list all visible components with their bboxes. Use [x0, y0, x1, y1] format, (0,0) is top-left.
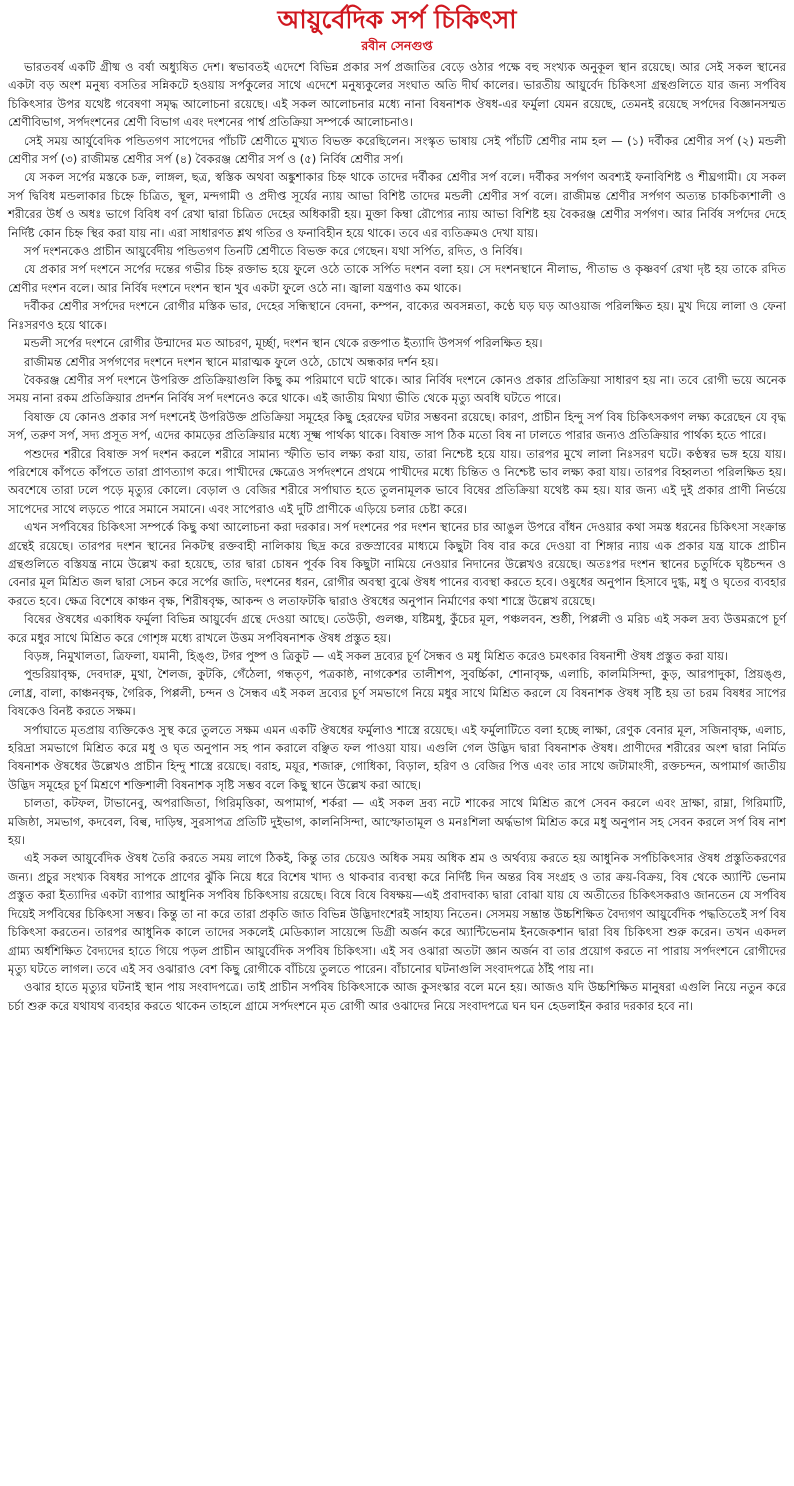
paragraph-reaction-variation: বিষাক্ত যে কোনও প্রকার সর্প দংশনেই উপরিউক্ত প্রতিক্রিয়া সমূহের কিছু হেরফের ঘটার সম্ভবনা রয়েছে। কারণ, প্রাচীন হিন্দু সর্প বিষ চিকিৎসকগণ লক্ষ্য করেছেন যে বৃদ্ধ সর্প, তরুণ সর্প, সদ্য প্রসূত সর্প, এদের কামড়ের প্রতিক্রিয়ার মধ্যে সূক্ষ্ম পার্থক্য থাকে। বিষাক্ত সাপ ঠিক মতো বিষ না ঢালতে পারার জন্যও প্রতিক্রিয়ার পার্থক্য হতে পারে।	[8, 409, 786, 443]
paragraph-mandali-symptoms: মন্ডলী সর্পের দংশনে রোগীর উন্মাদের মত আচরণ, মূর্চ্ছা, দংশন স্থান থেকে রক্তপাত ইত্যাদি উপসর্গ পরিলক্ষিত হয়।	[24, 336, 543, 351]
paragraph-formula-4: চালতা, কটফল, টাভানেবু, অপরাজিতা, গিরিমৃত্তিকা, অপামার্গ, শর্করা — এই সকল দ্রব্য নটে শাকের সাথে মিশ্রিত রূপে সেবন করলে এবং দ্রাক্ষা, রাম্না, গিরিমাটি, মজিষ্ঠা, সমভাগ, কদবেল, বিল্ব, দাড়িম্ব, সুরসাপত্র প্রতিটি দুইভাগ, কালনিসিন্দা, আস্ফোতামূল ও মনঃশিলা অর্দ্ধভাগ মিশ্রিত করে মধু অনুপান সহ সেবন করলে সর্প বিষ নাশ হয়।	[8, 796, 786, 848]
paragraph-bite-signs: যে প্রকার সর্প দংশনে সর্পের দন্তের গভীর চিহ্ন রক্তাভ হয়ে ফুলে ওঠে তাকে সর্পিত দংশন বলা হয়। সে দংশনস্থানে নীলাভ, পীতাভ ও কৃষ্ণবর্ণ রেখা দৃষ্ট হয় তাকে রদিত শ্রেণীর দংশন বলে। আর নির্বিষ দংশনে দংশন স্থান খুব একটা ফুলে ওঠে না। জ্বালা যন্ত্রণাও কম থাকে।	[8, 262, 786, 295]
paragraph-bite-types: সর্প দংশনকেও প্রাচীন আয়ুর্বেদীয় পন্ডিতগণ তিনটি শ্রেণীতে বিভক্ত করে গেছেন। যথা সর্পিত, রদিত, ও নির্বিষ।	[24, 244, 523, 259]
paragraph-conclusion: ওঝার হাতে মৃত্যুর ঘটনাই স্থান পায় সংবাদপত্রে। তাই প্রাচীন সর্পবিষ চিকিৎসাকে আজ কুসংস্কার বলে মনে হয়। আজও যদি উচ্চশিক্ষিত মানুষরা এগুলি নিয়ে নতুন করে চর্চা শুরু করে যথাযথ ব্যবহার করতে থাকেন তাহলে গ্রামে সর্পদংশনে মৃত রোগী আর ওঝাদের নিয়ে সংবাদপত্রে ঘন ঘন হেডলাইন করার দরকার হবে না।	[8, 980, 786, 1013]
paragraph-revival-formula: সর্পাঘাতে মৃতপ্রায় ব্যক্তিকেও সুস্থ করে তুলতে সক্ষম এমন একটি ঔষধের ফর্মুলাও শাস্ত্রে রয়েছে। এই ফর্মুলাটিতে বলা হচ্ছে লাক্ষা, রেণুক বেনার মূল, সজিনাবৃক্ষ, এলাচ, হরিদ্রা সমভাগে মিশ্রিত করে মধু ও ঘৃত অনুপান সহ পান করালে বঞ্ছিত ফল পাওয়া যায়। এগুলি গেল উদ্ভিদ দ্বারা বিষনাশক ঔষধ। প্রাণীদের শরীরের অংশ দ্বারা নির্মিত বিষনাশক ঔষধের উল্লেখও প্রাচীন হিন্দু শাস্ত্রে রয়েছে। বরাহ, ময়ূর, শজারু, গোধিকা, বিড়াল, হরিণ ও বেজির পিত্ত এবং তার সাথে জটামাংসী, রক্তচন্দন, অপামার্গ জাতীয় উদ্ভিদ সমূহের চূর্ণ মিশ্রণে শক্তিশালী বিষনাশক সৃষ্টি সম্ভব বলে কিছু স্থানে উল্লেখ করা আছে।	[8, 722, 786, 792]
paragraph-formula-2: বিড়ঙ্গ, নিমুখালতা, ত্রিফলা, যমানী, হিঙ্গু, টগর পুষ্প ও ত্রিকুট — এই সকল দ্রব্যের চূর্ণ সৈন্ধব ও মধু মিশ্রিত করেও চমৎকার বিষনাশী ঔষধ প্রস্তুত করা যায়।	[24, 649, 729, 663]
paragraph-darvikar-symptoms: দর্বীকর শ্রেণীর সর্পদের দংশনে রোগীর মস্তিক ভার, দেহের সন্ধিস্থানে বেদনা, কম্পন, বাক্যের অবসন্নতা, কণ্ঠে ঘড় ঘড় আওয়াজ পরিলক্ষিত হয়। মুখ দিয়ে লালা ও ফেনা নিঃসরণও হয়ে থাকে।	[8, 299, 786, 332]
paragraph-treatment: এখন সর্পবিষের চিকিৎসা সম্পর্কে কিছু কথা আলোচনা করা দরকার। সর্প দংশনের পর দংশন স্থানের চার আঙুল উপরে বাঁধন দেওয়ার কথা সমস্ত ধরনের চিকিৎসা সংক্রান্ত গ্রন্থেই রয়েছে। তারপর দংশন স্থানের নিকটস্থ রক্তবাহী নালিকায় ছিদ্র করে রক্তস্রাবের মাধ্যমে কিছুটা বিষ বার করে দেওয়া বা শিঙ্গার ন্যায় এক প্রকার যন্ত্র যাকে প্রাচীন গ্রন্থগুলিতে বস্তিযন্ত্র নামে উল্লেখ করা হয়েছে, তার দ্বারা চোষন পূর্বক বিষ কিছুটা নামিয়ে নেওয়ার নিদানের উল্লেখও রয়েছে। অতঃপর দংশন স্থানের চতুর্দিকে ঘৃষ্টচন্দন ও বেনার মূল মিশ্রিত জল দ্বারা সেচন করে সর্পের জাতি, দংশনের ধরন, রোগীর অবস্থা বুঝে ঔষধ পানের ব্যবস্থা করতে হবে। ওষুধের অনুপান হিসাবে দুগ্ধ, মধু ও ঘৃতের ব্যবহার করতে হবে। ক্ষেত্র বিশেষে কাঞ্চন বৃক্ষ, শিরীষবৃক্ষ, আকন্দ ও লতাফটকি দ্বারাও ঔষধের অনুপান নির্মাণের কথা শাস্ত্রে উল্লেখ রয়েছে।	[8, 520, 786, 608]
paragraph-formula-3: পুন্ডরিয়াবৃক্ষ, দেবদারু, মুথা, শৈলজ, কুটকি, গেঁঠেলা, গন্ধতৃণ, পত্রকাষ্ঠ, নাগকেশর তালীশপ, সুবর্চ্চিকা, শোনাবৃক্ষ, এলাচি, কালমিসিন্দা, কুড়, আরপাদুকা, প্রিয়ঙ্গু, লোধ্র, বালা, কাঞ্চনবৃক্ষ, গৈরিক, পিপ্পলী, চন্দন ও সৈন্ধব এই সকল দ্রব্যের চূর্ণ সমভাগে নিয়ে মধুর সাথে মিশ্রিত করলে যে বিষনাশক ঔষধ সৃষ্টি হয় তা চরম বিষধর সাপের বিষকেও বিনষ্ট করতে সক্ষম।	[8, 667, 787, 719]
paragraph-five-classes: সেই সময় আর্যুবেদিক পন্ডিতগণ সাপেদের পাঁচটি শ্রেণীতে মুখ্যত বিভক্ত করেছিলেন। সংস্কৃত ভাষায় সেই পাঁচটি শ্রেণীর নাম হল — (১) দর্বীকর শ্রেণীর সর্প (২) মন্ডলী শ্রেণীর সর্প (৩) রাজীমন্ত শ্রেণীর সর্প (৪) বৈকরঞ্জ শ্রেণীর সর্প ও (৫) নির্বিষ শ্রেণীর সর্প।	[8, 133, 786, 167]
article-author: রবীন সেনগুপ্ত	[361, 38, 433, 53]
article-body	[8, 58, 786, 1015]
paragraph-formula-1: বিষের ঔষধের একাধিক ফর্মুলা বিভিন্ন আয়ুর্বেদ গ্রন্থে দেওয়া আছে। তেউড়ী, গুলঞ্চ, যষ্টিমধু, কুঁচের মূল, পঞ্চলবন, শুষ্ঠী, পিপ্পলী ও মরিচ এই সকল দ্রব্য উত্তমরূপে চূর্ণ করে মধুর সাথে মিশ্রিত করে গোশৃঙ্গ মধ্যে রাখলে উত্তম সর্পবিষনাশক ঔষধ প্রস্তুত হয়।	[8, 612, 786, 645]
paragraph-class-descriptions: যে সকল সর্পের মস্তকে চক্র, লাঙ্গল, ছত্র, স্বস্তিক অথবা অঙ্কুশাকার চিহ্ন থাকে তাদের দর্বীকর শ্রেণীর সর্প বলে। দর্বীকর সর্পগণ অবশ্যই ফনাবিশিষ্ট ও শীঘ্রগামী। যে সকল সর্প দ্বিবিধ মন্ডলাকার চিহ্নে চিত্রিত, স্থূল, মন্দগামী ও প্রদীপ্ত সূর্যের ন্যায় আভা বিশিষ্ট তাদের মন্ডলী শ্রেণীর সর্প বলে। রাজীমন্ত শ্রেণীর সর্পগণ অত্যন্ত চাকচিক্যশালী ও শরীরের উর্ধ ও অধঃ ভাগে বিবিধ বর্ণ রেখা দ্বারা চিত্রিত দেহের অধিকারী হয়। মুক্তা কিম্বা রৌপ্যের ন্যায় আভা বিশিষ্ট হয় বৈকরঞ্জ শ্রেণীর সর্পগণ। আর নির্বিষ সর্পদের দেহে নির্দিষ্ট কোন চিহ্ন স্থির করা যায় না। এরা সাধারণত শ্লথ গতির ও ফনাবিহীন হয়ে থাকে। তবে এর ব্যতিক্রমও দেখা যায়।	[8, 170, 787, 240]
article-page	[0, 4, 794, 1486]
paragraph-rajimanta-symptoms: রাজীমন্ত শ্রেণীর সর্পগণের দংশনে দংশন স্থানে মারাত্মক ফুলে ওঠে, চোখে অন্ধকার দর্শন হয়।	[24, 354, 439, 369]
paragraph-modern-comparison: এই সকল আয়ুর্বেদিক ঔষধ তৈরি করতে সময় লাগে ঠিকই, কিন্তু তার চেয়েও অধিক সময় অধিক শ্রম ও অর্থব্যয় করতে হয় আধুনিক সর্পচিকিৎসার ঔষধ প্রস্তুতিকরণের জন্য। প্রচুর সংখ্যক বিষধর সাপকে প্রাণের ঝুঁকি নিয়ে ধরে বিশেষ খাদ্য ও থাকবার ব্যবস্থা করে নির্দিষ্ট দিন অন্তর বিষ সংগ্রহ ও তার ক্রয়-বিক্রয়, বিষ থেকে অ্যান্টি ভেনাম প্রস্তুত করা ইত্যাদির একটা ব্যাপার আধুনিক সর্পবিষ চিকিৎসায় রয়েছে। বিষে বিষে বিষক্ষয়—এই প্রবাদবাক্য দ্বারা বোঝা যায় যে অতীতের চিকিৎসকরাও জানতেন যে সর্পবিষ দিয়েই সর্পবিষের চিকিৎসা সম্ভব। কিন্তু তা না করে তারা প্রকৃতি জাত বিভিন্ন উদ্ভিদাংশেরই সাহায্য নিতেন। সেসময় সম্ভ্রান্ত উচ্চশিক্ষিত বৈদ্যগণ আয়ুর্বেদিক পদ্ধতিতেই সর্প বিষ চিকিৎসা করতেন। তারপর আধুনিক কালে তাদের সকলেই মেডিক্যাল সায়েন্সে ডিগ্রী অর্জন করে অ্যান্টিভেনাম ইনজেকশান দ্বারা বিষ চিকিৎসা শুরু করেন। তখন একদল গ্রাম্য অর্ধশিক্ষিত বৈদ্যদের হাতে গিয়ে পড়ল প্রাচীন আয়ুর্বেদিক সর্পবিষ চিকিৎসা। এই সব ওঝারা অতটা জ্ঞান অর্জন বা তার প্রয়োগ করতে না পারায় সর্পদংশনে রোগীদের মৃত্যু ঘটতে লাগল। তবে এই সব ওঝারাও বেশ কিছু রোগীকে বাঁচিয়ে তুলতে পারেন। বাঁচানোর ঘটনাগুলি সংবাদপত্রে ঠাঁই পায় না।	[8, 851, 786, 976]
paragraph-animals: পশুদের শরীরে বিষাক্ত সর্প দংশন করলে শরীরে সামান্য স্ফীতি ভাব লক্ষ্য করা যায়, তারা নিশ্চেষ্ট হয়ে যায়। তারপর মুখে লালা নিঃসরণ ঘটে। কণ্ঠস্বর ভঙ্গ হয়ে যায়। পরিশেষে কাঁপতে কাঁপতে তারা প্রাণত্যাগ করে। পাখীদের ক্ষেত্রেও সর্পদংশনে প্রথমে পাখীদের মধ্যে চিন্তিত ও নিশ্চেষ্ট ভাব লক্ষ্য করা যায়। তারপর বিহ্বলতা পরিলক্ষিত হয়। অবশেষে তারা ঢলে পড়ে মৃত্যুর কোলে। বেড়াল ও বেজির শরীরে সর্পাঘাত হতে তুলনামূলক ভাবে বিষের প্রতিক্রিয়া যথেষ্ট কম হয়। যার জন্য এই দুই প্রকার প্রাণী নির্ভয়ে সাপেদের সাথে লড়তে পারে সমানে সমানে। এবং সাপেরাও এই দুটি প্রাণীকে এড়িয়ে চলার চেষ্টা করে।	[8, 446, 786, 516]
paragraph-baikaranja-symptoms: বৈকরঞ্জ শ্রেণীর সর্প দংশনে উপরিক্ত প্রতিক্রিয়াগুলি কিছু কম পরিমাণে ঘটে থাকে। আর নির্বিষ দংশনে কোনও প্রকার প্রতিক্রিয়া সাধারণ হয় না। তবে রোগী ভয়ে অনেক সময় নানা রকম প্রতিক্রিয়ার প্রদর্শন নির্বিষ সর্প দংশনেও করে থাকে। এই জাতীয় মিথ্যা ভীতি থেকে মৃত্যু অবধি ঘটতে পারে।	[8, 372, 786, 406]
article-title: আয়ুর্বেদিক সর্প চিকিৎসা	[277, 5, 517, 34]
paragraph-intro: ভারতবর্ষ একটি গ্রীষ্ম ও বর্ষা অধ্যুষিত দেশ। স্বভাবতই এদেশে বিভিন্ন প্রকার সর্প প্রজাতির বেড়ে ওঠার পক্ষে বহু সংখ্যক অনুকূল স্থান রয়েছে। আর সেই সকল স্থানের একটা বড় অংশ মনুষ্য বসতির সন্নিকটে হওয়ায় সর্পকুলের সাথে এদেশে মনুষ্যকুলের সংঘাত অতি দীর্ঘ কালের। ভারতীয় আয়ুর্বেদ চিকিৎসা গ্রন্থগুলিতে যার জন্য সর্পবিষ চিকিৎসার উপর যথেষ্ট গবেষণা সমৃদ্ধ আলোচনা রয়েছে। এই সকল আলোচনার মধ্যে নানা বিষনাশক ঔষধ-এর ফর্মুলা যেমন রয়েছে, তেমনই রয়েছে সর্পদের বিজ্ঞানসম্মত শ্রেণীবিভাগ, সর্পদংশনের শ্রেণী বিভাগ এবং দংশনের পার্শ্ব প্রতিক্রিয়া সম্পর্কে আলোচনাও।	[8, 60, 786, 130]
